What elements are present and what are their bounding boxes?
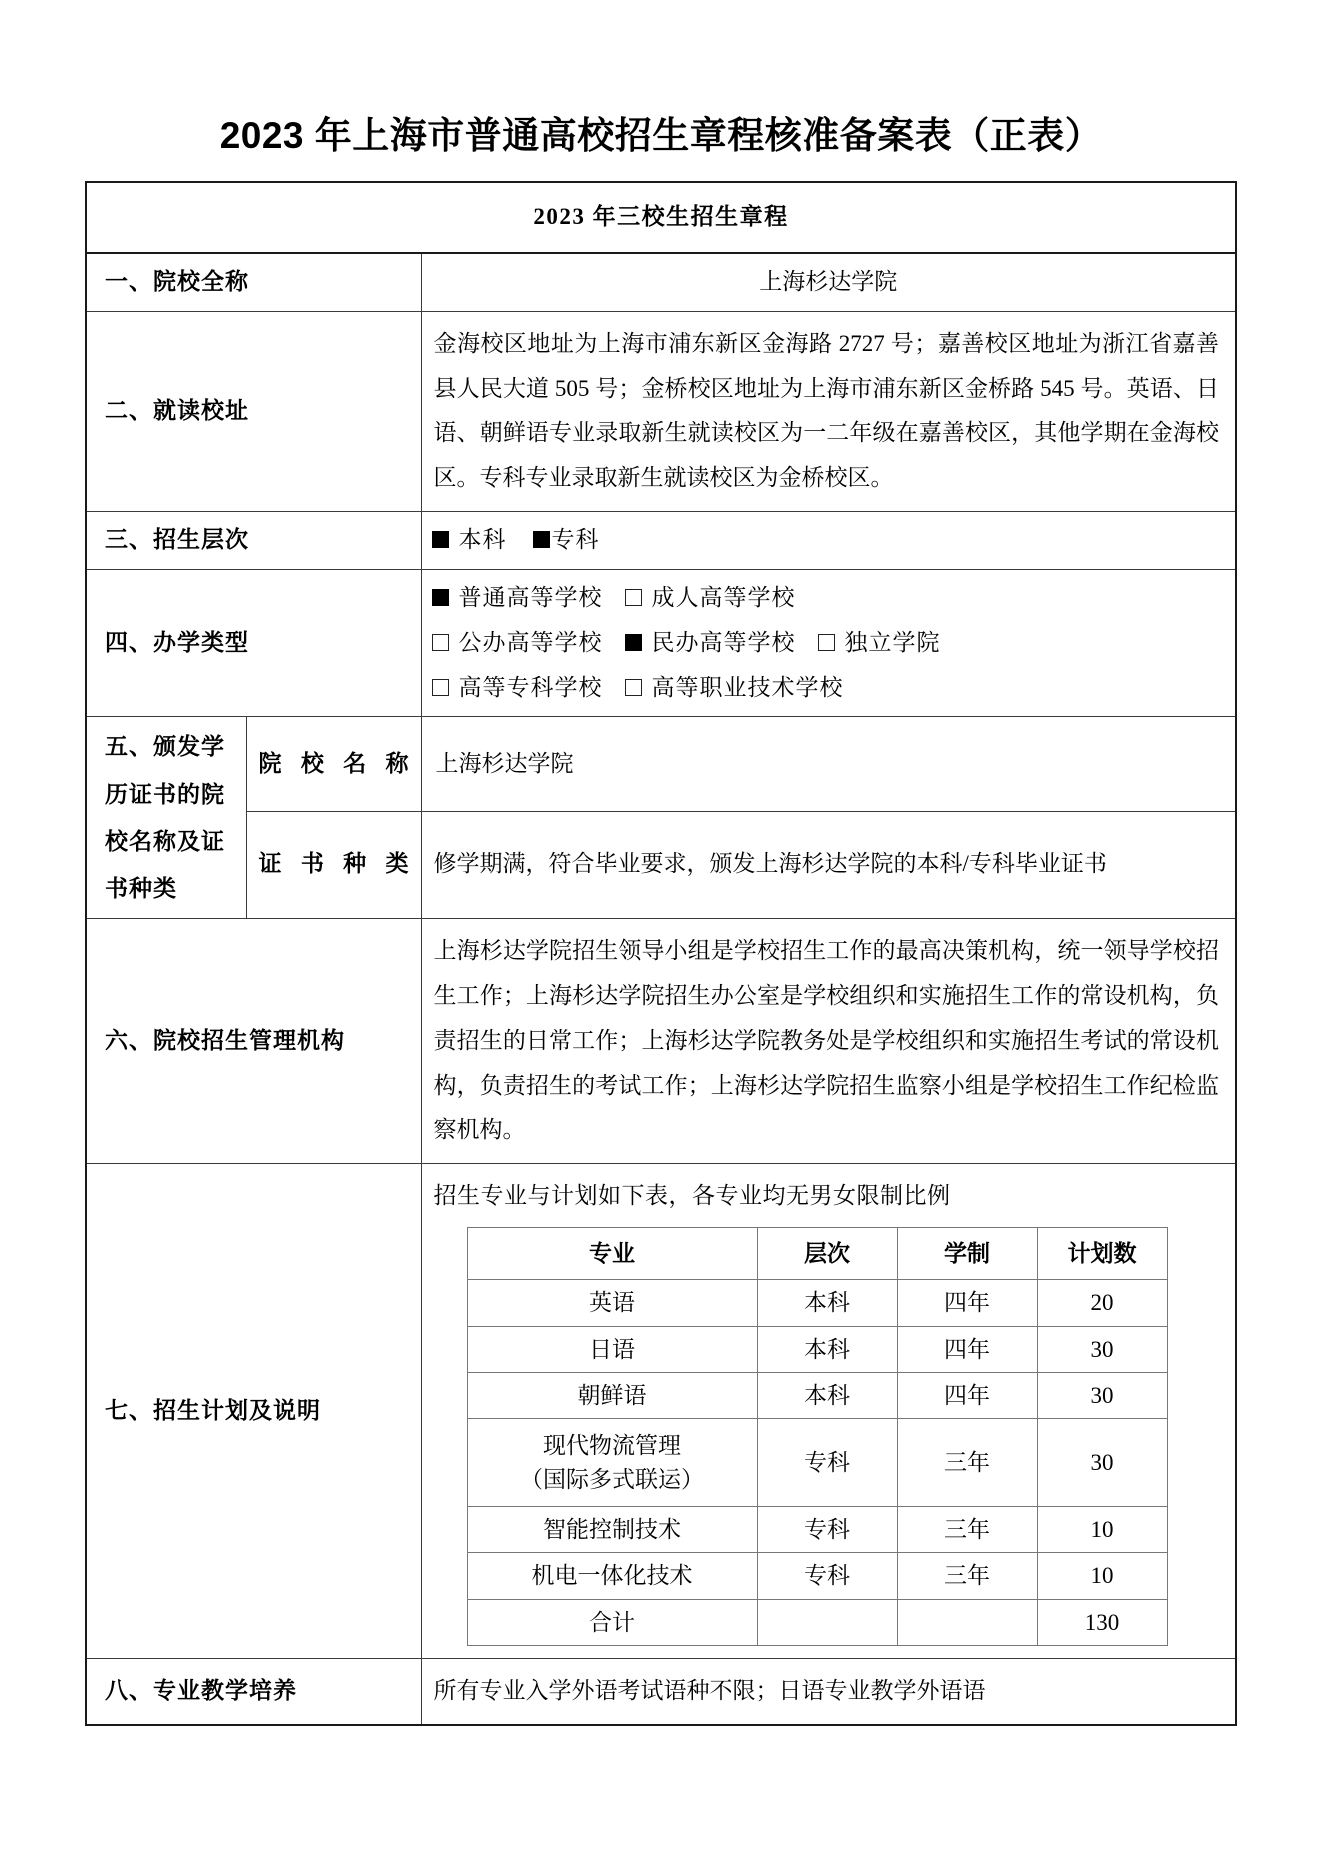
plan-cell-major: 智能控制技术 (467, 1507, 757, 1553)
row-value-institution-name: 上海杉达学院 (421, 717, 1236, 811)
plan-cell-major: 合计 (467, 1599, 757, 1645)
plan-col-header-major: 专业 (467, 1228, 757, 1280)
plan-cell-major: 朝鲜语 (467, 1373, 757, 1419)
plan-cell-duration: 三年 (897, 1553, 1037, 1599)
row-value-admission-level (421, 512, 1236, 570)
plan-cell-quota: 10 (1037, 1553, 1167, 1599)
checkbox-gongban-gaodeng[interactable] (432, 634, 449, 651)
row-label-school-name: 一、院校全称 (86, 253, 421, 311)
checkbox-group-school-type-line2 (432, 621, 1226, 666)
plan-row-total (467, 1599, 1167, 1645)
row-label-teaching-language: 八、专业教学培养 (86, 1659, 421, 1725)
checkbox-putong-gaodeng[interactable] (432, 589, 449, 606)
row-value-certificate-type: 修学期满，符合毕业要求，颁发上海杉达学院的本科/专科毕业证书 (421, 811, 1236, 918)
table-row-teaching-language (86, 1659, 1236, 1725)
plan-row-logistics (467, 1419, 1167, 1507)
plan-cell-level: 本科 (757, 1326, 897, 1372)
plan-col-header-level: 层次 (757, 1228, 897, 1280)
row-label-campus-address: 二、就读校址 (86, 311, 421, 511)
plan-cell-duration: 四年 (897, 1280, 1037, 1326)
row-value-school-name: 上海杉达学院 (421, 253, 1236, 311)
checkbox-duli-xueyuan[interactable] (818, 634, 835, 651)
checkbox-group-admission-level (432, 518, 1226, 563)
row-value-admission-management: 上海杉达学院招生领导小组是学校招生工作的最高决策机构，统一领导学校招生工作；上海杉达学院招生办公室是学校组织和实施招生工作的常设机构，负责招生的日常工作；上海杉达学院教务处是学校组织和实施招生考试的常设机构，负责招生的考试工作；上海杉达学院招生监察小组是学校招生工作纪检监察机构。 (421, 919, 1236, 1164)
sub-label-institution-name: 院校名称 (246, 717, 421, 811)
checkbox-label-chengren-gaodeng: 成人高等学校 (651, 584, 796, 610)
admission-plan-table (467, 1227, 1168, 1646)
checkbox-chengren-gaodeng[interactable] (625, 589, 642, 606)
row-value-admission-plan (421, 1164, 1236, 1659)
row-label-school-type: 四、办学类型 (86, 569, 421, 717)
plan-cell-major: 机电一体化技术 (467, 1553, 757, 1599)
banner-title: 2023 年三校生招生章程 (86, 182, 1236, 253)
plan-cell-quota: 30 (1037, 1419, 1167, 1507)
page-title: 2023 年上海市普通高校招生章程核准备案表（正表） (219, 115, 1103, 156)
checkbox-zhuanke[interactable] (533, 531, 550, 548)
checkbox-label-minban-gaodeng: 民办高等学校 (651, 629, 796, 655)
plan-row-korean (467, 1373, 1167, 1419)
plan-cell-duration: 三年 (897, 1507, 1037, 1553)
plan-cell-quota: 10 (1037, 1507, 1167, 1553)
row-value-teaching-language: 所有专业入学外语考试语种不限；日语专业教学外语语 (421, 1659, 1236, 1725)
table-row-admission-plan (86, 1164, 1236, 1659)
plan-row-mechatronics (467, 1553, 1167, 1599)
checkbox-group-school-type-line1 (432, 576, 1226, 621)
plan-cell-duration: 三年 (897, 1419, 1037, 1507)
checkbox-gaodeng-zhuanke[interactable] (432, 679, 449, 696)
row-label-admission-management: 六、院校招生管理机构 (86, 919, 421, 1164)
plan-cell-quota: 20 (1037, 1280, 1167, 1326)
checkbox-gaodeng-zhiye[interactable] (625, 679, 642, 696)
checkbox-benke[interactable] (432, 531, 449, 548)
plan-cell-level: 本科 (757, 1280, 897, 1326)
plan-row-english (467, 1280, 1167, 1326)
checkbox-label-duli-xueyuan: 独立学院 (844, 629, 941, 655)
table-row-certificate-name (86, 717, 1236, 811)
checkbox-label-putong-gaodeng: 普通高等学校 (458, 584, 603, 610)
plan-cell-quota: 130 (1037, 1599, 1167, 1645)
row-value-school-type (421, 569, 1236, 717)
plan-cell-major: 英语 (467, 1280, 757, 1326)
plan-cell-level: 专科 (757, 1419, 897, 1507)
plan-header-row (467, 1228, 1167, 1280)
main-form-table (85, 181, 1237, 1726)
table-row-banner (86, 182, 1236, 253)
row-value-campus-address: 金海校区地址为上海市浦东新区金海路 2727 号；嘉善校区地址为浙江省嘉善县人民大道 505 号；金桥校区地址为上海市浦东新区金桥路 545 号。英语、日语、朝鲜语专业录取新生就读校区为一二年级在嘉善校区，其他学期在金海校区。专科专业录取新生就读校区为金桥校区。 (421, 311, 1236, 511)
plan-cell-level: 本科 (757, 1373, 897, 1419)
plan-cell-duration (897, 1599, 1037, 1645)
row-label-admission-plan: 七、招生计划及说明 (86, 1164, 421, 1659)
plan-intro-text: 招生专业与计划如下表，各专业均无男女限制比例 (433, 1183, 951, 1209)
plan-cell-duration: 四年 (897, 1326, 1037, 1372)
plan-row-intelligent-control (467, 1507, 1167, 1553)
plan-cell-major: 现代物流管理 （国际多式联运） (467, 1419, 757, 1507)
table-row-school-type (86, 569, 1236, 717)
checkbox-label-gaodeng-zhuanke: 高等专科学校 (458, 674, 603, 700)
plan-cell-level (757, 1599, 897, 1645)
sub-label-certificate-type: 证书种类 (246, 811, 421, 918)
plan-cell-quota: 30 (1037, 1326, 1167, 1372)
plan-cell-level: 专科 (757, 1553, 897, 1599)
checkbox-label-zhuanke: 专科 (551, 527, 600, 553)
table-row-campus-address (86, 311, 1236, 511)
checkbox-minban-gaodeng[interactable] (625, 634, 642, 651)
plan-col-header-duration: 学制 (897, 1228, 1037, 1280)
table-row-admission-level (86, 512, 1236, 570)
plan-cell-duration: 四年 (897, 1373, 1037, 1419)
table-row-admission-management (86, 919, 1236, 1164)
plan-cell-quota: 30 (1037, 1373, 1167, 1419)
plan-cell-major: 日语 (467, 1326, 757, 1372)
checkbox-label-gaodeng-zhiye: 高等职业技术学校 (651, 674, 844, 700)
plan-col-header-quota: 计划数 (1037, 1228, 1167, 1280)
table-row-certificate-type (86, 811, 1236, 918)
plan-cell-level: 专科 (757, 1507, 897, 1553)
checkbox-group-school-type-line3 (432, 666, 1226, 711)
plan-row-japanese (467, 1326, 1167, 1372)
checkbox-label-benke: 本科 (458, 527, 507, 553)
row-label-admission-level: 三、招生层次 (86, 512, 421, 570)
row-label-certificate: 五、颁发学历证书的院校名称及证书种类 (86, 717, 246, 919)
checkbox-label-gongban-gaodeng: 公办高等学校 (458, 629, 603, 655)
table-row-school-name (86, 253, 1236, 311)
